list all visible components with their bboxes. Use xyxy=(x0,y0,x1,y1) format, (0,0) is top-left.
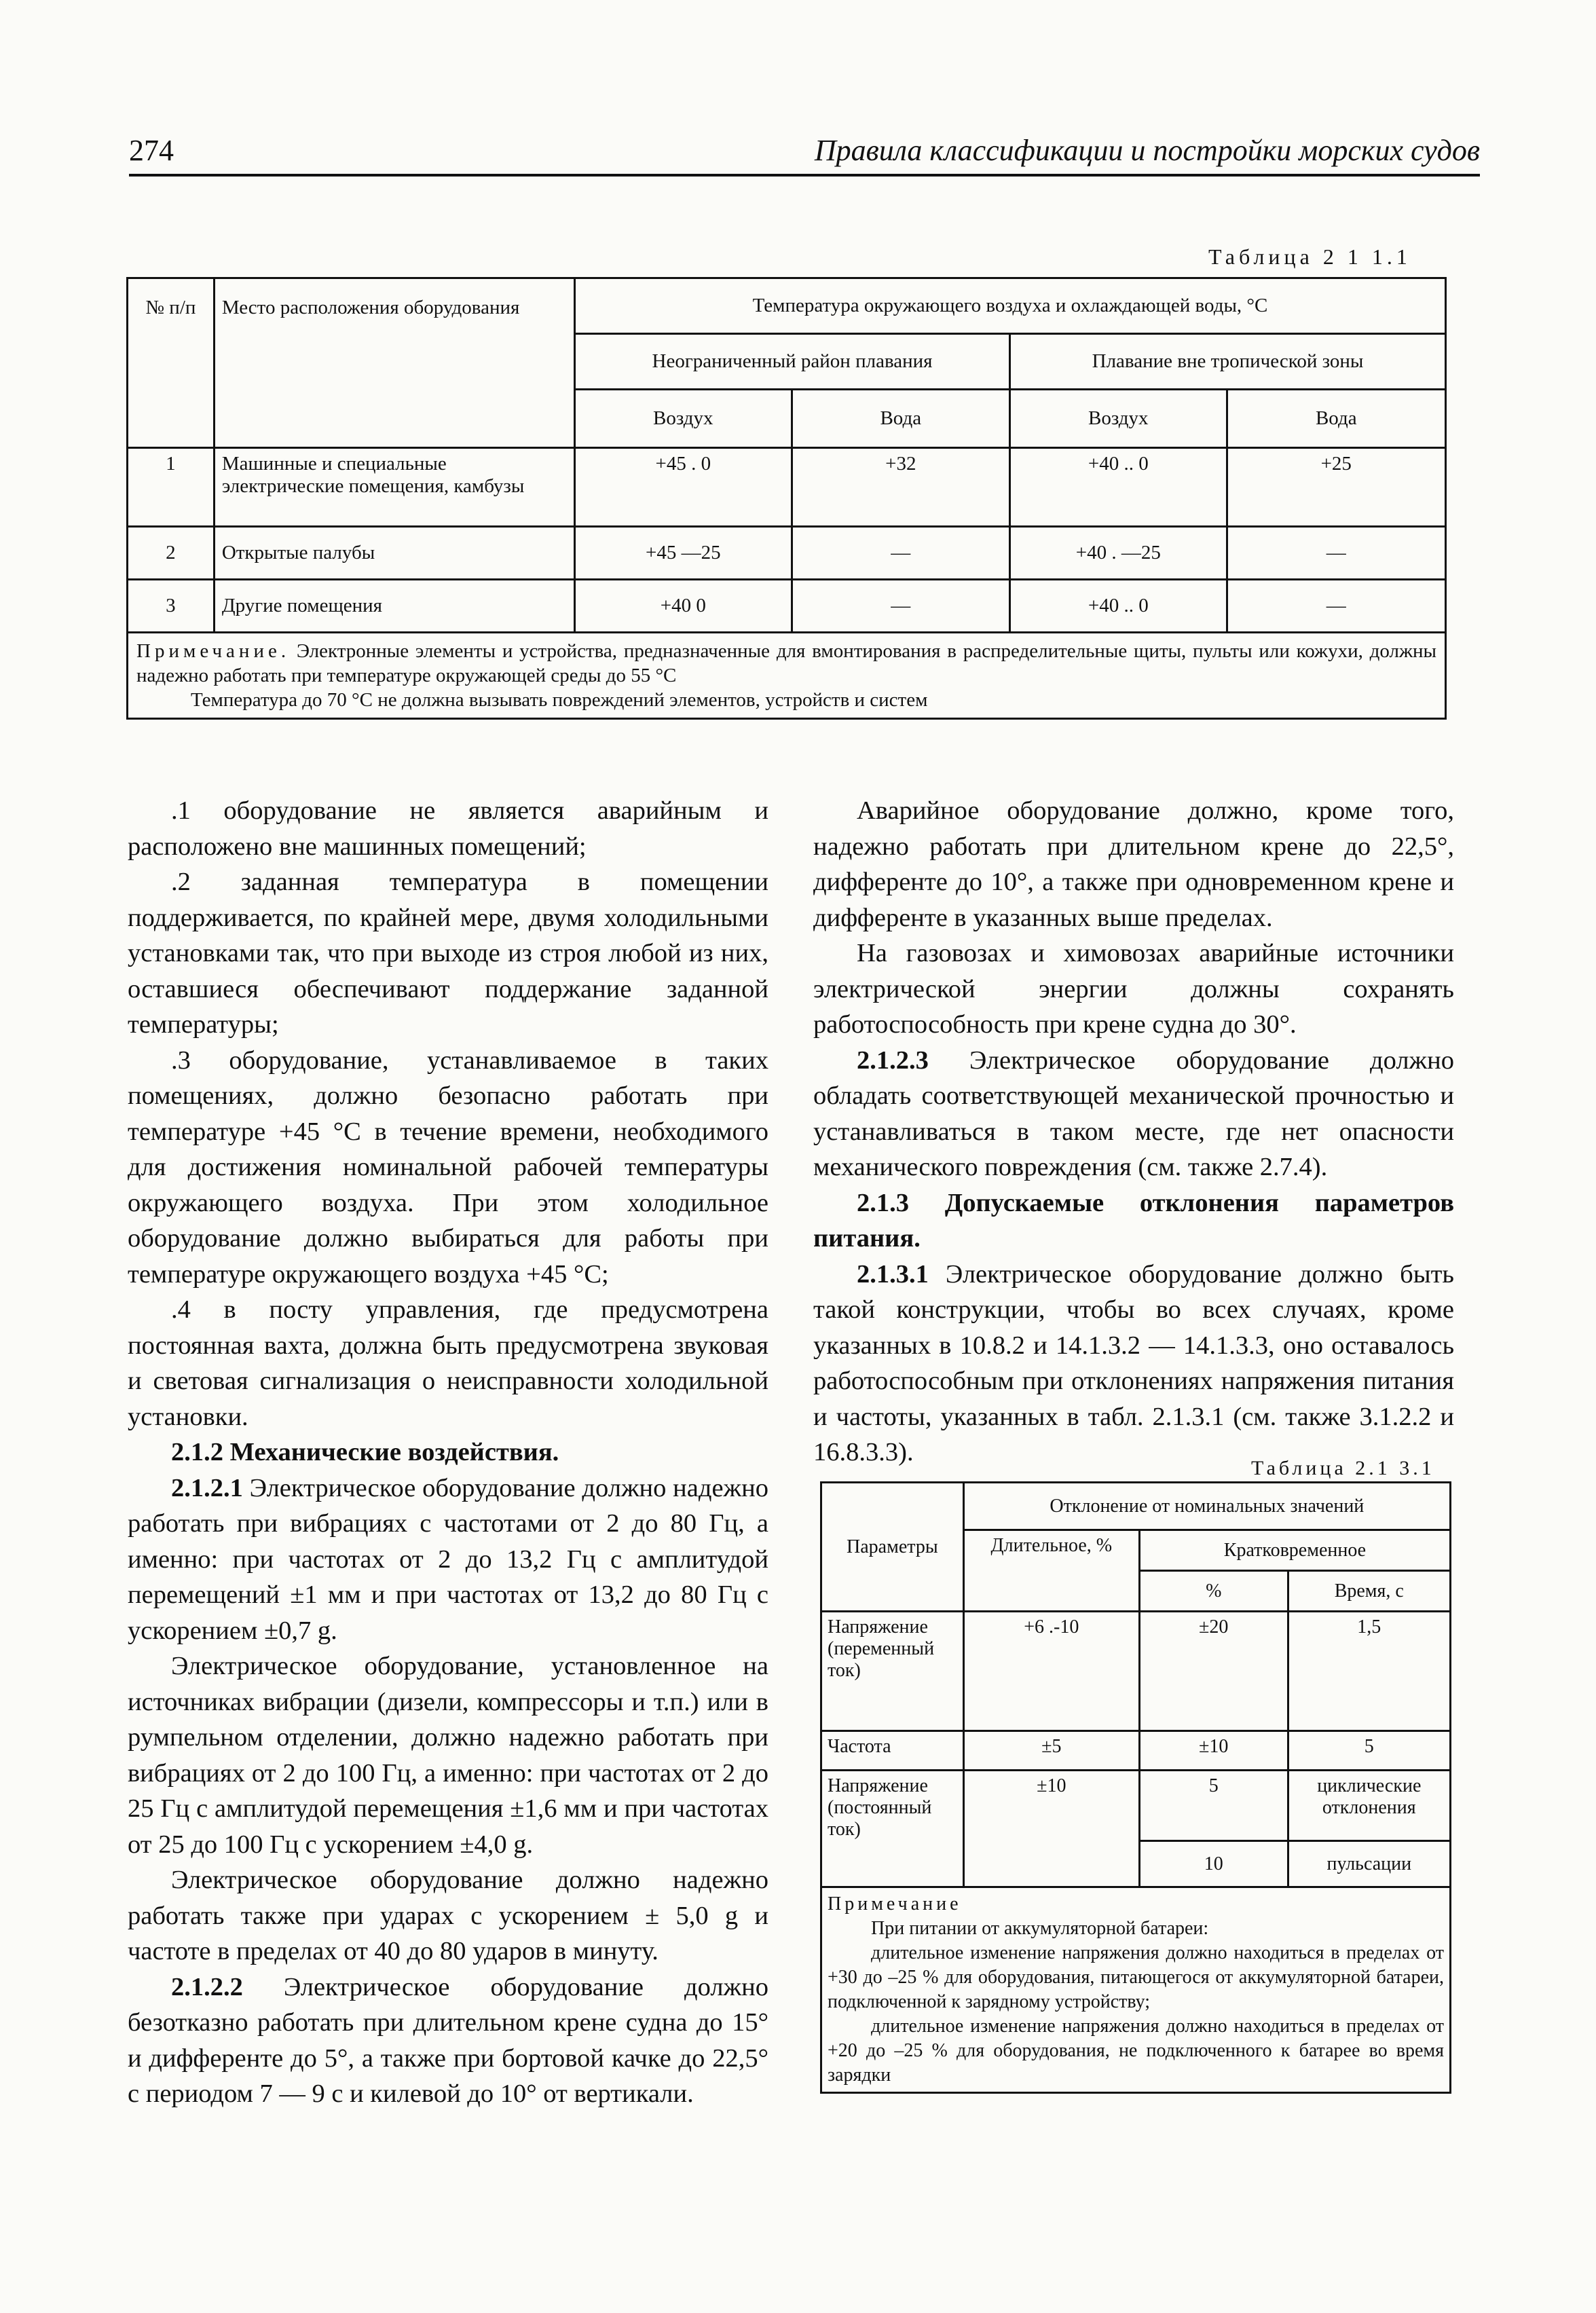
note-line: длительное изменение напряжения должно находиться в пределах от +30 до –25 % для оборудования, питающегося от аккумуляторной батареи, подключенной к зарядному устройству; xyxy=(828,1942,1444,2012)
clause-number: 2.1.2.2 xyxy=(171,1972,243,2001)
header-air: Воздух xyxy=(1010,390,1227,448)
header-temperature: Температура окружающего воздуха и охлаждающей воды, °С xyxy=(575,278,1446,334)
row-water-outside: +25 xyxy=(1227,448,1445,527)
deviation-table xyxy=(820,1481,1451,2094)
left-column xyxy=(128,793,768,2112)
row-water-unrestricted: +32 xyxy=(792,448,1009,527)
section-heading: 2.1.2 Механические воздействия. xyxy=(171,1438,559,1466)
paragraph: .4 в посту управления, где предусмотрена постоянная вахта, должна быть предусмотрена звуковая и световая сигнализация о неисправности холодильной установки. xyxy=(128,1295,768,1431)
row-air-outside: +40 .. 0 xyxy=(1010,580,1227,633)
table1-caption: Таблица 2 1 1.1 xyxy=(1208,244,1411,269)
paragraph: Аварийное оборудование должно, кроме того, надежно работать при длительном крене до 22,5°, дифференте до 10°, а также при одновременном крене и дифференте в указанных выше пределах. xyxy=(813,796,1454,932)
row-long: ±10 xyxy=(963,1771,1139,1887)
note-text: Электронные элементы и устройства, предназначенные для вмонтирования в распределительные щиты, пульты или кожухи, должны надежно работать при температуре окружающей среды до 55 °С xyxy=(136,640,1437,686)
row-long: ±5 xyxy=(963,1731,1139,1771)
table-row xyxy=(128,448,1446,527)
clause-text: Электрическое оборудование должно обладать соответствующей механической прочностью и устанавливаться в таком месте, где нет опасности механического повреждения (см. также 2.7.4). xyxy=(813,1046,1455,1181)
row-air-unrestricted: +40 0 xyxy=(575,580,792,633)
paragraph: На газовозах и химовозах аварийные источники электрической энергии должны сохранять работоспособность при крене судна до 30°. xyxy=(813,939,1454,1039)
row-number: 1 xyxy=(128,448,215,527)
paragraph xyxy=(128,1969,768,2112)
clause-text: Электрическое оборудование должно быть такой конструкции, чтобы во всех случаях, кроме указанных в 10.8.2 и 14.1.3.2 — 14.1.3.3, оно оставалось работоспособным при отклонениях напряжения питания и частоты, указанных в табл. 2.1.3.1 (см. также 3.1.2.2 и 16.8.3.3). xyxy=(813,1259,1454,1466)
running-title: Правила классификации и постройки морских судов xyxy=(814,134,1480,167)
row-number: 3 xyxy=(128,580,215,633)
row-long: +6 .-10 xyxy=(963,1612,1139,1731)
note-line: длительное изменение напряжения должно находиться в пределах от +20 до –25 % для оборудования, не подключенного к батарее во время зарядки xyxy=(828,2016,1444,2086)
row-time: 1,5 xyxy=(1288,1612,1450,1731)
row-percent: 10 xyxy=(1139,1841,1288,1887)
row-water-unrestricted: — xyxy=(792,580,1009,633)
paragraph: .1 оборудование не является аварийным и расположено вне машинных помещений; xyxy=(128,796,768,861)
clause-number: 2.1.2.1 xyxy=(171,1473,243,1502)
row-time: циклические отклонения xyxy=(1288,1771,1450,1841)
row-percent: ±10 xyxy=(1139,1731,1288,1771)
header-unrestricted: Неограниченный район плавания xyxy=(575,334,1010,390)
row-air-outside: +40 . —25 xyxy=(1010,527,1227,580)
paragraph: Электрическое оборудование должно надежно работать также при ударах с ускорением ± 5,0 g и частоте в пределах от 40 до 80 ударов в минуту. xyxy=(128,1866,768,1965)
table-row xyxy=(821,1731,1451,1771)
row-air-outside: +40 .. 0 xyxy=(1010,448,1227,527)
paragraph: Электрическое оборудование, установленное на источниках вибрации (дизели, компрессоры и т.п.) или в румпельном отделении, должно надежно работать при вибрациях от 2 до 100 Гц, а именно: при частотах от 2 до 25 Гц с амплитудой перемещения ±1,6 мм и при частотах от 25 до 100 Гц с ускорением ±4,0 g. xyxy=(128,1652,768,1859)
row-water-unrestricted: — xyxy=(792,527,1009,580)
table1-note xyxy=(128,633,1446,719)
table-row xyxy=(128,527,1446,580)
header-location: Место расположения оборудования xyxy=(214,278,574,448)
paragraph: .2 заданная температура в помещении поддерживается, по крайней мере, двумя холодильными установками так, что при выходе из строя любой из них, оставшиеся обеспечивают поддержание заданной температуры; xyxy=(128,868,768,1039)
header-params: Параметры xyxy=(821,1483,964,1612)
note-label: Примечание. xyxy=(136,640,291,662)
note-text2: Температура до 70 °С не должна вызывать повреждений элементов, устройств и систем xyxy=(191,689,928,711)
row-percent: ±20 xyxy=(1139,1612,1288,1731)
note-line: При питании от аккумуляторной батареи: xyxy=(871,1918,1209,1939)
paragraph xyxy=(128,1470,768,1649)
row-water-outside: — xyxy=(1227,580,1445,633)
table-row xyxy=(821,1612,1451,1731)
header-time: Время, с xyxy=(1288,1571,1450,1612)
table-row xyxy=(128,580,1446,633)
clause-text: Электрическое оборудование должно безотказно работать при длительном крене судна до 15° и дифференте до 5°, а также при бортовой качке до 22,5° с периодом 7 — 9 с и килевой до 10° от вертикали. xyxy=(128,1972,769,2108)
table2-caption: Таблица 2.1 3.1 xyxy=(1251,1457,1435,1479)
paragraph xyxy=(813,1257,1454,1470)
header-num: № п/п xyxy=(128,278,215,448)
page-header xyxy=(129,133,1480,177)
header-air: Воздух xyxy=(575,390,792,448)
header-deviation: Отклонение от номинальных значений xyxy=(963,1483,1450,1530)
row-number: 2 xyxy=(128,527,215,580)
right-column xyxy=(813,793,1454,1470)
row-param: Частота xyxy=(821,1731,964,1771)
row-place: Машинные и специальные электрические помещения, камбузы xyxy=(214,448,574,527)
clause-text: Электрическое оборудование должно надежно работать при вибрациях с частотами от 2 до 80 Гц, а именно: при частотах от 2 до 13,2 Гц с амплитудой перемещений ±1 мм и при частотах от 13,2 до 80 Гц с ускорением ±0,7 g. xyxy=(128,1473,769,1645)
table-row xyxy=(821,1771,1451,1841)
header-long-term: Длительное, % xyxy=(963,1530,1139,1612)
paragraph: .3 оборудование, устанавливаемое в таких помещениях, должно безопасно работать при температуре +45 °С в течение времени, необходимого для достижения номинальной рабочей температуры окружающего воздуха. При этом холодильное оборудование должно выбираться для работы при температуре окружающего воздуха +45 °С; xyxy=(128,1046,768,1289)
header-outside-tropics: Плавание вне тропической зоны xyxy=(1010,334,1446,390)
header-short-term: Кратковременное xyxy=(1139,1530,1450,1571)
row-param: Напряжение (переменный ток) xyxy=(821,1612,964,1731)
row-time: пульсации xyxy=(1288,1841,1450,1887)
header-water: Вода xyxy=(792,390,1009,448)
clause-number: 2.1.2.3 xyxy=(857,1046,929,1075)
paragraph xyxy=(813,1043,1454,1185)
clause-number: 2.1.3.1 xyxy=(857,1259,929,1289)
row-place: Открытые палубы xyxy=(214,527,574,580)
row-percent: 5 xyxy=(1139,1771,1288,1841)
header-water: Вода xyxy=(1227,390,1445,448)
temperature-table xyxy=(126,277,1447,720)
row-water-outside: — xyxy=(1227,527,1445,580)
page-number: 274 xyxy=(129,134,174,167)
row-param: Напряжение (постоянный ток) xyxy=(821,1771,964,1887)
section-heading: 2.1.3 Допускаемые отклонения параметров питания. xyxy=(813,1188,1454,1253)
row-air-unrestricted: +45 . 0 xyxy=(575,448,792,527)
row-place: Другие помещения xyxy=(214,580,574,633)
row-air-unrestricted: +45 —25 xyxy=(575,527,792,580)
header-percent: % xyxy=(1139,1571,1288,1612)
row-time: 5 xyxy=(1288,1731,1450,1771)
table2-note xyxy=(821,1887,1451,2093)
note-label: Примечание xyxy=(828,1893,962,1914)
